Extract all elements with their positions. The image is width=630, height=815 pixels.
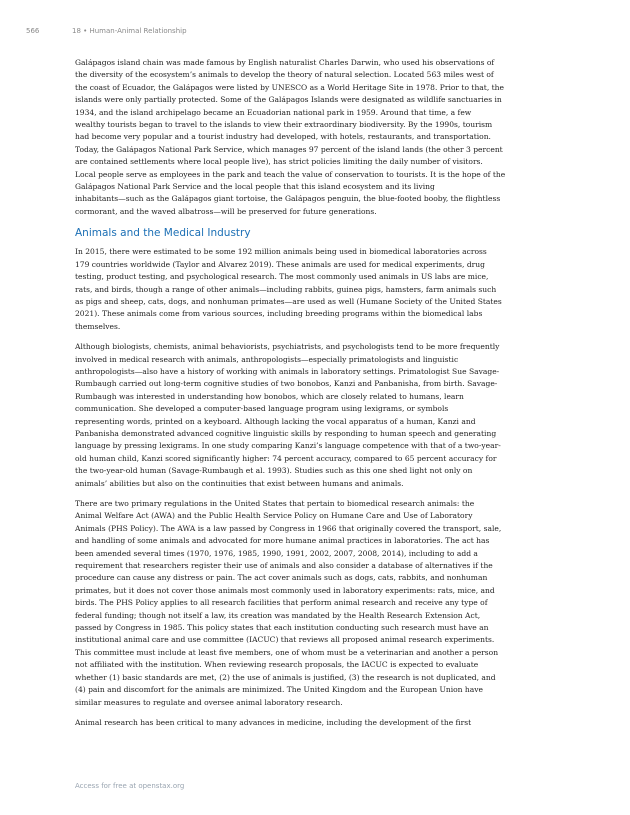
footer-link[interactable]: Access for free at openstax.org [75,782,185,790]
paragraph-anthropologists: Although biologists, chemists, animal behaviorists, psychiatrists, and psychologists tend to be more frequently involved in medical research with animals, anthropologists—especially primatologists and linguistic anthropologists—also have a history of working with animals in laboratory settings. Primatologist Sue Savage- Rumbaugh carried out long-term cognitive studies of two bonobos, Kanzi and Panbanisha, from birth. Savage- Rumbaugh was interested in understanding how bonobos, which are closely related to humans, learn communication. She developed a computer-based language program using lexigrams, or symbols representing words, printed on a keyboard. Although lacking the vocal apparatus of a human, Kanzi and Panbanisha demonstrated advanced cognitive linguistic skills by responding to human speech and generating language by pressing lexigrams. In one study comparing Kanzi’s language competence with that of a two-year- old human child, Kanzi scored significantly higher: 74 percent accuracy, compared to 65 percent accuracy for the two-year-old human (Savage-Rumbaugh et al. 1993). Studies such as this one shed light not only on animals’ abilities but also on the continuities that exist between humans and animals. [75,342,501,488]
section-heading: Animals and the Medical Industry [75,227,251,240]
page-number: 566 [26,27,40,35]
paragraph-medical-advances: Animal research has been critical to many advances in medicine, including the development of the first [75,717,472,727]
paragraph-lab-animals: In 2015, there were estimated to be some 192 million animals being used in biomedical laboratories across 179 countries worldwide (Taylor and Alvarez 2019). These animals are used for medical experiments, drug testing, product testing, and psychological research. The most commonly used animals in US labs are mice, rats, and birds, though a range of other animals—including rabbits, guinea pigs, hamsters, farm animals such as pigs and sheep, cats, dogs, and nonhuman primates—are used as well (Humane Society of the United States 2021). These animals come from various sources, including breeding programs within the biomedical labs themselves. [75,247,502,331]
paragraph-regulations: There are two primary regulations in the United States that pertain to biomedical research animals: the Animal Welfare Act (AWA) and the Public Health Service Policy on Humane Care and Use of Laboratory Animals (PHS Policy). The AWA is a law passed by Congress in 1966 that originally covered the transport, sale, and handling of some animals and advocated for more humane animal practices in laboratories. The act has been amended several times (1970, 1976, 1985, 1990, 1991, 2002, 2007, 2008, 2014), including to add a requirement that researchers register their use of animals and also consider a database of alternatives if the procedure can cause any distress or pain. The act cover animals such as dogs, cats, rabbits, and nonhuman primates, but it does not cover those animals most commonly used in laboratory experiments: rats, mice, and birds. The PHS Policy applies to all research facilities that perform animal research and receive any type of federal funding; though not itself a law, its creation was mandated by the Health Research Extension Act, passed by Congress in 1985. This policy states that each institution conducting such research must have an institutional animal care and use committee (IACUC) that reviews all proposed animal research experiments. This committee must include at least five members, one of whom must be a veterinarian and another a person not affiliated with the institution. When reviewing research proposals, the IACUC is expected to evaluate whether (1) basic standards are met, (2) the use of animals is justified, (3) the research is not duplicated, and (4) pain and discomfort for the animals are minimized. The United Kingdom and the European Union have similar measures to regulate and oversee animal laboratory research. [75,499,502,707]
page-content [75,57,555,737]
paragraph-galapagos: Galápagos island chain was made famous by English naturalist Charles Darwin, who used his observations of the diversity of the ecosystem’s animals to develop the theory of natural selection. Located 563 miles west of the coast of Ecuador, the Galápagos were listed by UNESCO as a World Heritage Site in 1978. Prior to that, the islands were only partially protected. Some of the Galápagos Islands were designated as wildlife sanctuaries in 1934, and the island archipelago became an Ecuadorian national park in 1959. Around that time, a few wealthy tourists began to travel to the islands to view their extraordinary biodiversity. By the 1990s, tourism had become very popular and a tourist industry had developed, with hotels, restaurants, and transportation. Today, the Galápagos National Park Service, which manages 97 percent of the island lands (the other 3 percent are contained settlements where local people live), has strict policies limiting the daily number of visitors. Local people serve as employees in the park and teach the value of conservation to tourists. It is the hope of the Galápagos National Park Service and the local people that this island ecosystem and its living inhabitants—such as the Galápagos giant tortoise, the Galápagos penguin, the blue-footed booby, the flightless cormorant, and the waved albatross—will be preserved for future generations. [75,58,506,216]
running-header [26,27,187,35]
chapter-title: 18 • Human-Animal Relationship [72,27,187,35]
